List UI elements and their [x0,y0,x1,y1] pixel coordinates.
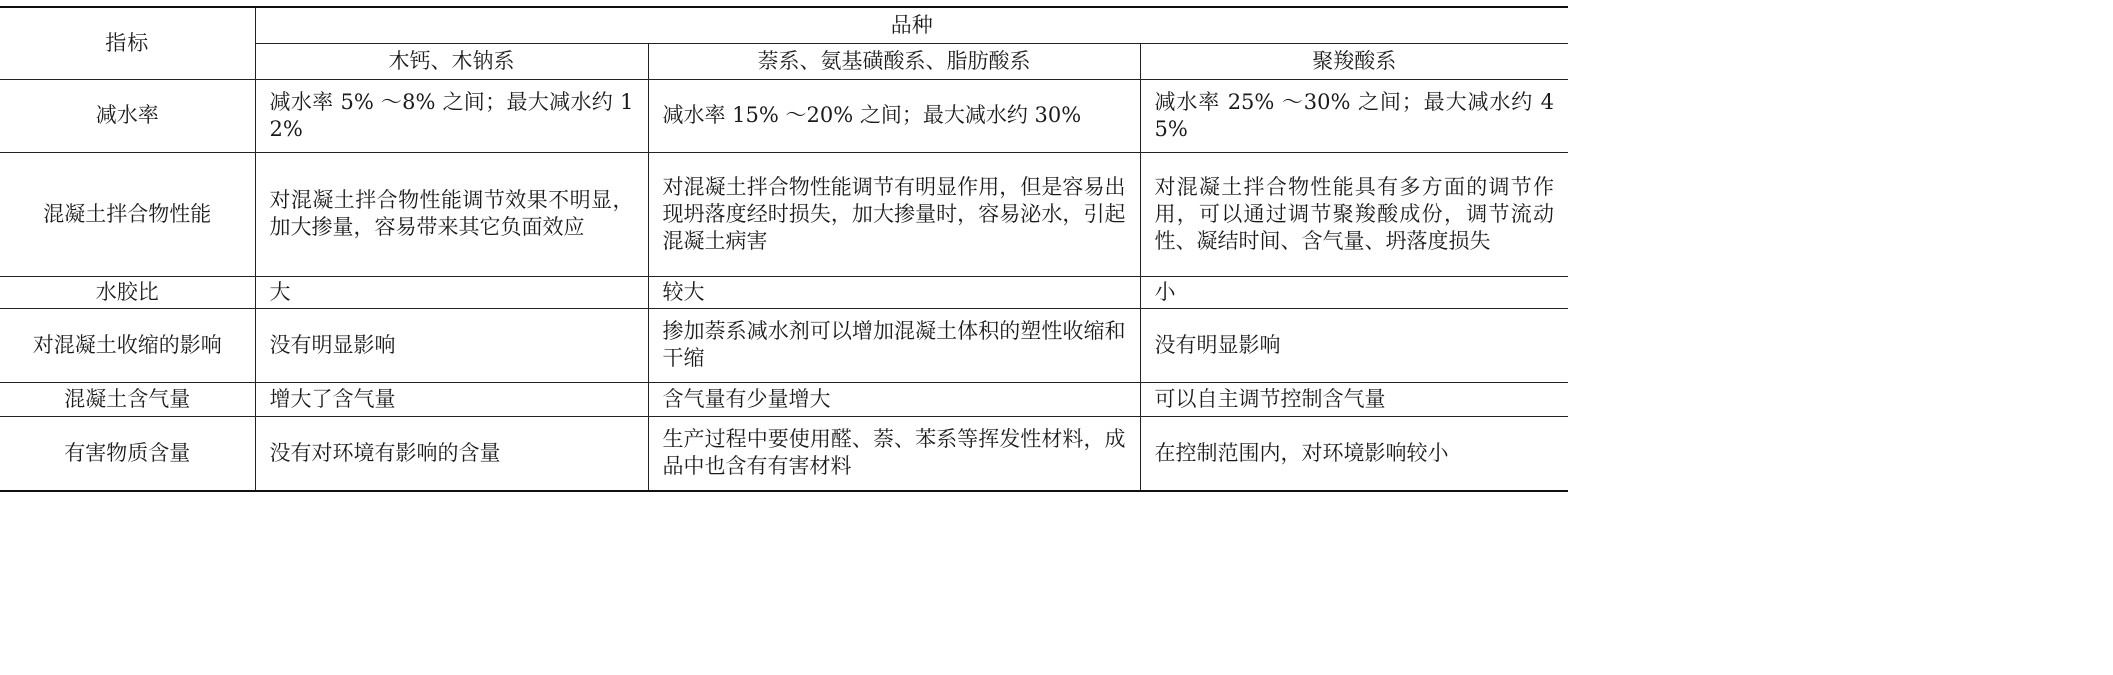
header-row-1 [0,7,1568,43]
table-row [0,416,1568,491]
table-cell: 增大了含气量 [255,382,648,416]
indicator-header: 指标 [0,7,255,79]
col-header-naphthalene: 萘系、氨基磺酸系、脂肪酸系 [648,43,1140,79]
col-header-polycarboxylate: 聚羧酸系 [1140,43,1568,79]
table-cell: 小 [1140,276,1568,308]
table-cell: 对混凝土拌合物性能具有多方面的调节作用，可以通过调节聚羧酸成份，调节流动性、凝结时间、含气量、坍落度损失 [1140,152,1568,276]
col-header-lignosulfonate: 木钙、木钠系 [255,43,648,79]
table-cell: 没有明显影响 [255,308,648,382]
row-label-shrinkage-effect: 对混凝土收缩的影响 [0,308,255,382]
row-label-harmful-substances: 有害物质含量 [0,416,255,491]
table-row [0,276,1568,308]
table-cell: 含气量有少量增大 [648,382,1140,416]
table-cell: 掺加萘系减水剂可以增加混凝土体积的塑性收缩和干缩 [648,308,1140,382]
table-row [0,152,1568,276]
variety-header: 品种 [255,7,1568,43]
row-label-water-reduction: 减水率 [0,79,255,152]
table-cell: 对混凝土拌合物性能调节有明显作用，但是容易出现坍落度经时损失，加大掺量时，容易泌水，引起混凝土病害 [648,152,1140,276]
table-row [0,308,1568,382]
water-reducer-comparison-table [0,6,1568,492]
row-label-water-binder-ratio: 水胶比 [0,276,255,308]
table-cell: 较大 [648,276,1140,308]
table-cell: 大 [255,276,648,308]
table-cell: 在控制范围内，对环境影响较小 [1140,416,1568,491]
table-cell: 减水率 25% ～30% 之间；最大减水约 45% [1140,79,1568,152]
row-label-mix-performance: 混凝土拌合物性能 [0,152,255,276]
table-cell: 没有对环境有影响的含量 [255,416,648,491]
row-label-air-content: 混凝土含气量 [0,382,255,416]
table-cell: 没有明显影响 [1140,308,1568,382]
comparison-table-wrapper [0,6,1568,492]
table-row [0,382,1568,416]
table-cell: 减水率 15% ～20% 之间；最大减水约 30% [648,79,1140,152]
table-cell: 可以自主调节控制含气量 [1140,382,1568,416]
table-row [0,79,1568,152]
table-cell: 减水率 5% ～8% 之间；最大减水约 12% [255,79,648,152]
table-cell: 对混凝土拌合物性能调节效果不明显，加大掺量，容易带来其它负面效应 [255,152,648,276]
table-cell: 生产过程中要使用醛、萘、苯系等挥发性材料，成品中也含有有害材料 [648,416,1140,491]
